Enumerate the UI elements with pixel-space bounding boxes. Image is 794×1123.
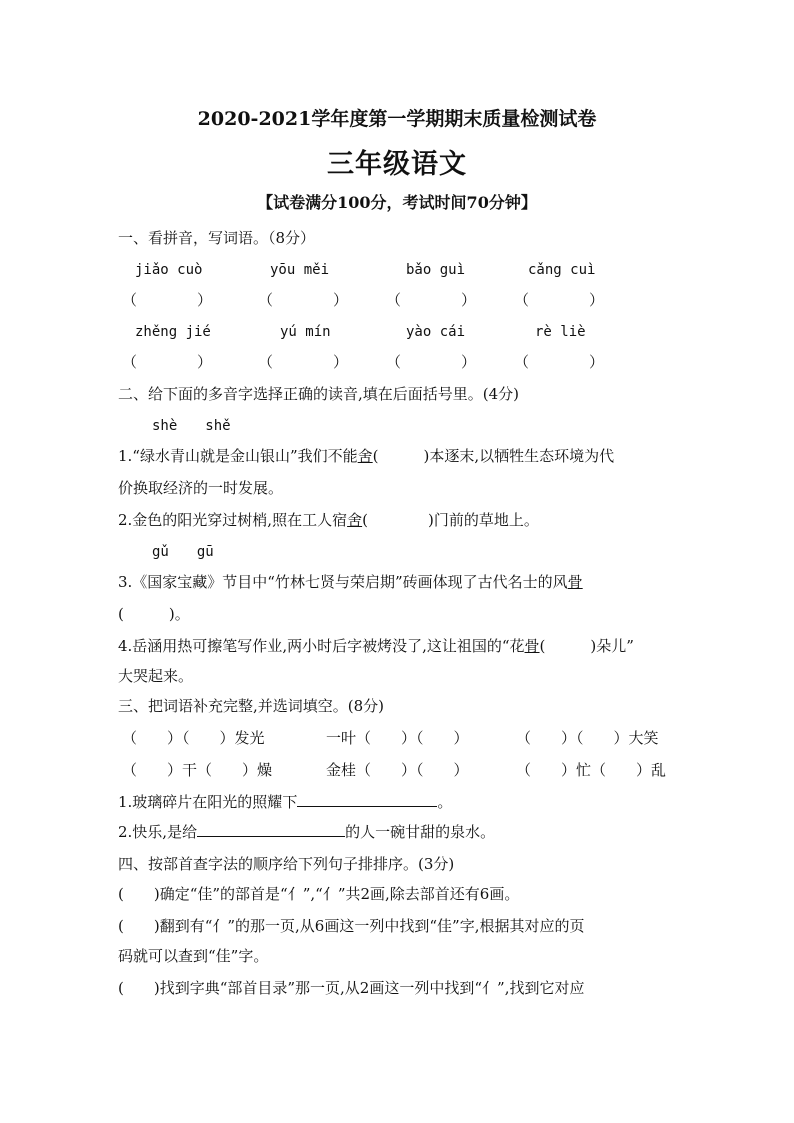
pinyin-5: zhěng jié — [135, 324, 211, 340]
subject-title: 三年级语文 — [327, 149, 467, 180]
answer-bracket[interactable]: （ ） — [122, 353, 213, 371]
section2-heading: 二、给下面的多音字选择正确的读音,填在后面括号里。(4分) — [118, 385, 520, 403]
question-1: 1.“绿水青山就是金山银山”我们不能舍( )本逐末,以牺牲生态环境为代 — [118, 447, 615, 465]
pinyin-4: cǎng cuì — [528, 262, 596, 278]
question-3-cont: ( )。 — [118, 605, 190, 623]
question-1-cont: 价换取经济的一时发展。 — [118, 479, 284, 497]
section3-heading: 三、把词语补充完整,并选词填空。(8分) — [118, 697, 385, 715]
pinyin-8: rè liè — [535, 324, 586, 340]
pinyin-6: yú mín — [280, 324, 331, 340]
fill-blank[interactable] — [197, 822, 345, 837]
readings-gu: gǔ gū — [152, 544, 214, 560]
readings-she: shè shě — [152, 418, 231, 434]
polyphone-char: 骨 — [524, 637, 540, 655]
order-item-2-cont: 码就可以查到“佳”字。 — [118, 947, 269, 965]
order-item-1: ( )确定“佳”的部首是“亻”,“亻”共2画,除去部首还有6画。 — [118, 885, 520, 903]
answer-bracket[interactable]: （ ） — [386, 291, 477, 309]
exam-title: 2020-2021学年度第一学期期末质量检测试卷 — [197, 108, 597, 130]
fill-blank[interactable] — [297, 792, 437, 807]
exam-info: 【试卷满分100分，考试时间70分钟】 — [257, 193, 537, 212]
order-item-2: ( )翻到有“亻”的那一页,从6画这一列中找到“佳”字,根据其对应的页 — [118, 917, 585, 935]
fill-sentence-2: 2.快乐,是给 的人一碗甘甜的泉水。 — [118, 823, 496, 841]
idiom-blank[interactable]: （ ）干（ ）燥 — [122, 761, 273, 779]
pinyin-7: yào cái — [406, 324, 466, 340]
polyphone-char: 舍 — [347, 511, 363, 529]
fill-sentence-1: 1.玻璃碎片在阳光的照耀下 。 — [118, 793, 453, 811]
idiom-blank[interactable]: 金桂（ ）（ ） — [326, 761, 469, 779]
answer-bracket[interactable]: （ ） — [514, 291, 605, 309]
polyphone-char: 舍 — [357, 447, 373, 465]
answer-bracket[interactable]: （ ） — [386, 353, 477, 371]
order-item-3: ( )找到字典“部首目录”那一页,从2画这一列中找到“亻”,找到它对应 — [118, 979, 585, 997]
question-3: 3.《国家宝藏》节目中“竹林七贤与荣启期”砖画体现了古代名士的风骨 — [118, 573, 583, 591]
idiom-blank[interactable]: （ ）忙（ ）乱 — [516, 761, 667, 779]
section4-heading: 四、按部首查字法的顺序给下列句子排排序。(3分) — [118, 855, 455, 873]
idiom-blank[interactable]: （ ）（ ）大笑 — [516, 729, 659, 747]
answer-bracket[interactable]: （ ） — [514, 353, 605, 371]
idiom-blank[interactable]: （ ）（ ）发光 — [122, 729, 265, 747]
question-4: 4.岳涵用热可擦笔写作业,两小时后字被烤没了,这让祖国的“花骨( )朵儿” — [118, 637, 634, 655]
answer-bracket[interactable]: （ ） — [258, 353, 349, 371]
pinyin-3: bǎo guì — [406, 262, 466, 278]
pinyin-2: yōu měi — [270, 262, 330, 278]
polyphone-char: 骨 — [567, 573, 583, 591]
pinyin-1: jiǎo cuò — [135, 262, 203, 278]
section1-heading: 一、看拼音，写词语。（8分） — [118, 229, 316, 247]
idiom-blank[interactable]: 一叶（ ）（ ） — [326, 729, 469, 747]
answer-bracket[interactable]: （ ） — [258, 291, 349, 309]
question-4-cont: 大哭起来。 — [118, 667, 194, 685]
answer-bracket[interactable]: （ ） — [122, 291, 213, 309]
question-2: 2.金色的阳光穿过树梢,照在工人宿舍( )门前的草地上。 — [118, 511, 539, 529]
